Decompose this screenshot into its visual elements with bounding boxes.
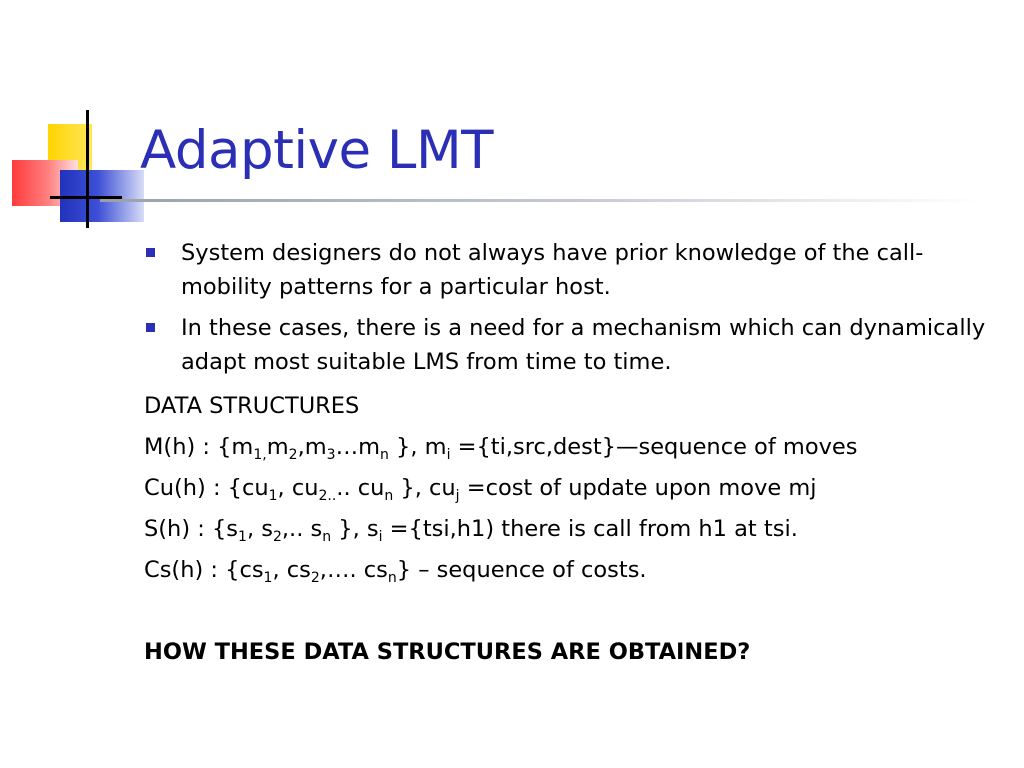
subscript: n [387, 570, 397, 586]
vertical-line [86, 110, 89, 228]
title-rule [100, 199, 980, 202]
section-label: DATA STRUCTURES [144, 393, 360, 419]
subscript: j [455, 488, 460, 504]
subscript: 1 [268, 488, 278, 504]
text: , s [246, 516, 273, 542]
text: , cu [277, 475, 319, 501]
subscript: 2 [272, 529, 282, 545]
square-bullet-icon [146, 323, 155, 332]
question-heading: HOW THESE DATA STRUCTURES ARE OBTAINED? [144, 639, 751, 665]
structure-line-cs [144, 550, 1004, 591]
bullet-text: In these cases, there is a need for a mechanism which can dynamically adapt most suitable LMS from time to time. [181, 315, 986, 375]
text: .. cu [336, 475, 385, 501]
subscript: 3 [326, 447, 336, 463]
subscript: 1 [263, 570, 273, 586]
text: Cs(h) : {cs [144, 557, 264, 583]
list-item [144, 311, 1004, 379]
bullet-list [144, 236, 1004, 379]
text: ,.. s [281, 516, 323, 542]
subscript: 1, [253, 447, 267, 463]
text: }, s [331, 516, 379, 542]
slide-title: Adaptive LMT [140, 120, 494, 181]
subscript: n [379, 447, 389, 463]
text: ={tsi,h1) there is call from h1 at tsi. [382, 516, 798, 542]
spacer [144, 591, 1004, 632]
text: ,m [297, 434, 327, 460]
text: m [266, 434, 289, 460]
text: }, cu [393, 475, 456, 501]
text: =cost of update upon move mj [459, 475, 817, 501]
text: }, m [388, 434, 447, 460]
square-bullet-icon [146, 248, 155, 257]
subscript: 1 [238, 529, 247, 545]
corner-decoration [0, 0, 160, 240]
subscript: 2 [288, 447, 298, 463]
structure-line-cu [144, 468, 1004, 509]
list-item [144, 236, 1004, 304]
subscript: i [446, 447, 451, 463]
text: ,…. cs [319, 557, 388, 583]
structure-line-m [144, 427, 1004, 468]
structure-line-s [144, 509, 1004, 550]
subscript: i [378, 529, 383, 545]
text: , cs [272, 557, 311, 583]
subscript: n [322, 529, 332, 545]
text: M(h) : {m [144, 434, 254, 460]
text: ={ti,src,dest}—sequence of moves [450, 434, 858, 460]
text: S(h) : {s [144, 516, 239, 542]
text: Cu(h) : {cu [144, 475, 269, 501]
subscript: 2.. [318, 488, 337, 504]
text: } – sequence of costs. [396, 557, 647, 583]
subscript: n [384, 488, 394, 504]
slide-body [144, 236, 1004, 673]
subscript: 2 [310, 570, 320, 586]
text: …m [335, 434, 380, 460]
bullet-text: System designers do not always have prior knowledge of the call-mobility patterns for a particular host. [181, 240, 924, 300]
